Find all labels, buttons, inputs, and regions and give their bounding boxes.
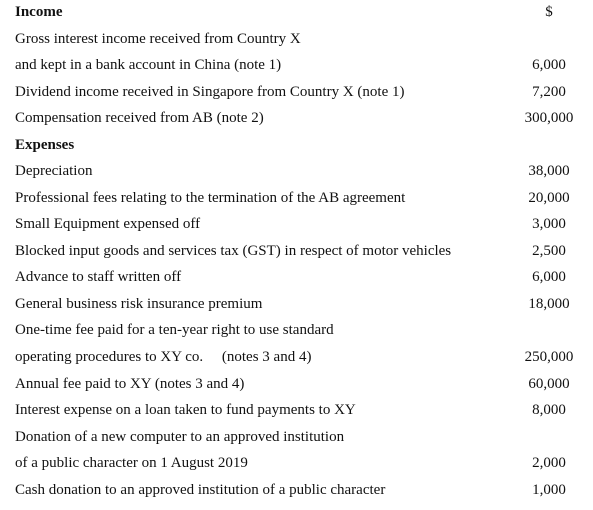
row-one-time-fee-line2: [0, 349, 593, 375]
row-label: Dividend income received in Singapore from Country X (note 1): [15, 84, 405, 100]
row-computer-donation-line1: [0, 429, 593, 455]
row-amount: 60,000: [528, 376, 570, 392]
row-dividend-income: [0, 84, 593, 110]
row-small-equipment: [0, 216, 593, 242]
row-amount: 3,000: [532, 216, 566, 232]
row-amount: 38,000: [528, 163, 570, 179]
row-label: Blocked input goods and services tax (GST) in respect of motor vehicles: [15, 243, 452, 259]
row-label: Small Equipment expensed off: [15, 216, 201, 232]
row-amount: 6,000: [532, 57, 566, 73]
row-label: Advance to staff written off: [15, 269, 182, 285]
row-expenses-header: [0, 137, 593, 163]
row-label: General business risk insurance premium: [15, 296, 263, 312]
row-label: of a public character on 1 August 2019: [15, 455, 248, 471]
row-label: Cash donation to an approved institution of a public character: [15, 482, 386, 498]
row-cash-donation: [0, 482, 593, 508]
currency-header: $: [545, 4, 553, 20]
row-label: Compensation received from AB (note 2): [15, 110, 264, 126]
row-amount: 2,000: [532, 455, 566, 471]
row-compensation: [0, 110, 593, 136]
row-label: Gross interest income received from Country X: [15, 31, 301, 47]
row-label: One-time fee paid for a ten-year right to use standard: [15, 322, 334, 338]
row-amount: 20,000: [528, 190, 570, 206]
section-heading-income: Income: [15, 4, 63, 20]
row-insurance-premium: [0, 296, 593, 322]
row-amount: 8,000: [532, 402, 566, 418]
row-label: Donation of a new computer to an approved institution: [15, 429, 345, 445]
row-loan-interest: [0, 402, 593, 428]
row-amount: 7,200: [532, 84, 566, 100]
row-annual-fee: [0, 376, 593, 402]
row-blocked-gst: [0, 243, 593, 269]
row-amount: 18,000: [528, 296, 570, 312]
row-amount: 2,500: [532, 243, 566, 259]
section-heading-expenses: Expenses: [15, 137, 75, 153]
row-label: Professional fees relating to the termination of the AB agreement: [15, 190, 406, 206]
row-amount: 1,000: [532, 482, 566, 498]
row-income-header: [0, 4, 593, 30]
row-professional-fees: [0, 190, 593, 216]
row-label: Annual fee paid to XY (notes 3 and 4): [15, 376, 245, 392]
row-label: Depreciation: [15, 163, 93, 179]
row-amount: 6,000: [532, 269, 566, 285]
row-amount: 300,000: [524, 110, 574, 126]
row-amount: 250,000: [524, 349, 574, 365]
row-interest-income-line1: [0, 31, 593, 57]
row-depreciation: [0, 163, 593, 189]
row-staff-advance: [0, 269, 593, 295]
row-one-time-fee-line1: [0, 322, 593, 348]
row-label: Interest expense on a loan taken to fund payments to XY: [15, 402, 356, 418]
row-label: and kept in a bank account in China (note 1): [15, 57, 282, 73]
row-interest-income-line2: [0, 57, 593, 83]
row-label: operating procedures to XY co. (notes 3 and 4): [15, 349, 312, 365]
row-computer-donation-line2: [0, 455, 593, 481]
